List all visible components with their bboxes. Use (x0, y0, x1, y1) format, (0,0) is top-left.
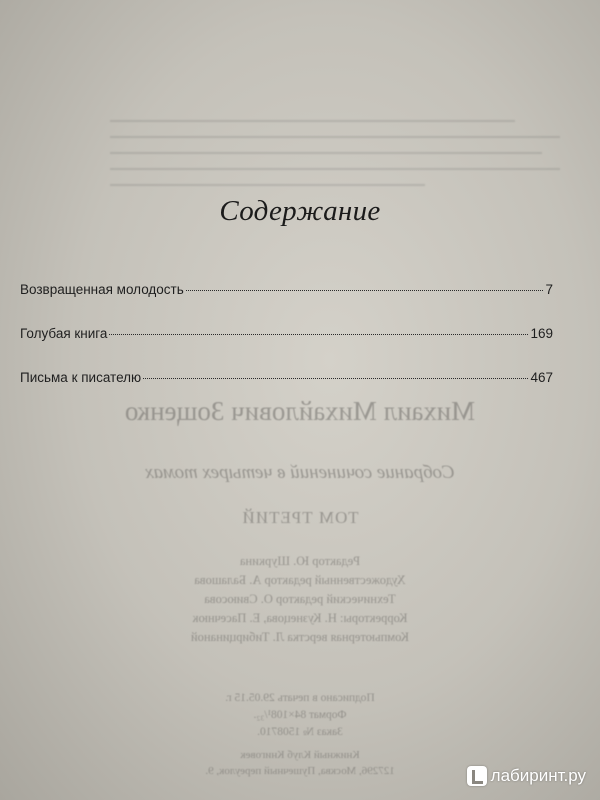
bleed-print-line: Подписано в печать 29.05.15 г. (225, 692, 375, 704)
labirint-watermark (467, 766, 586, 786)
toc-entry[interactable] (20, 326, 553, 346)
toc-list (20, 282, 553, 414)
show-through-lines (110, 120, 560, 250)
dot-leader (109, 334, 528, 335)
toc-entry-page: 467 (530, 370, 553, 385)
bleed-publisher-line: 127296, Москва, Пушечный переулок, 9. (205, 765, 395, 777)
toc-entry-page: 7 (545, 282, 553, 297)
toc-entry[interactable] (20, 282, 553, 302)
bleed-print-line: Заказ № 1508710. (257, 726, 343, 738)
toc-entry-label: Письма к писателю (20, 370, 142, 385)
watermark-text: лабиринт.ру (490, 766, 586, 785)
bleed-imprint-line: Корректоры: Н. Кузнецова, Е. Пасечнюк (192, 611, 408, 625)
labirint-logo-icon (467, 766, 487, 786)
bleed-print-info (0, 690, 600, 741)
bleed-imprint-line: Компьютерная верстка Л. Тибирцинаной (190, 630, 410, 644)
toc-entry-label: Возвращенная молодость (20, 282, 184, 297)
toc-entry-page: 169 (530, 326, 553, 341)
dot-leader (143, 378, 528, 379)
bleed-series: Собрание сочинений в четырех томах (145, 462, 455, 483)
toc-title: Содержание (219, 195, 381, 227)
bleed-publisher-line: Книжный Клуб Книговек (240, 749, 360, 761)
bleed-imprint-line: Редактор Ю. Шуркина (239, 554, 361, 568)
toc-entry-label: Голубая книга (20, 326, 108, 341)
bleed-author: Михаил Михайлович Зощенко (124, 396, 476, 426)
bleed-print-line: Формат 84×108¹/₃₂. (253, 709, 347, 721)
bleed-imprint-line: Художественный редактор А. Балашова (194, 573, 406, 587)
toc-entry[interactable] (20, 370, 553, 390)
dot-leader (186, 290, 544, 291)
bleed-imprint-line: Технический редактор О. Свиюсова (204, 592, 396, 606)
bleed-imprint (0, 552, 600, 647)
bleed-volume: ТОМ ТРЕТИЙ (241, 508, 359, 527)
